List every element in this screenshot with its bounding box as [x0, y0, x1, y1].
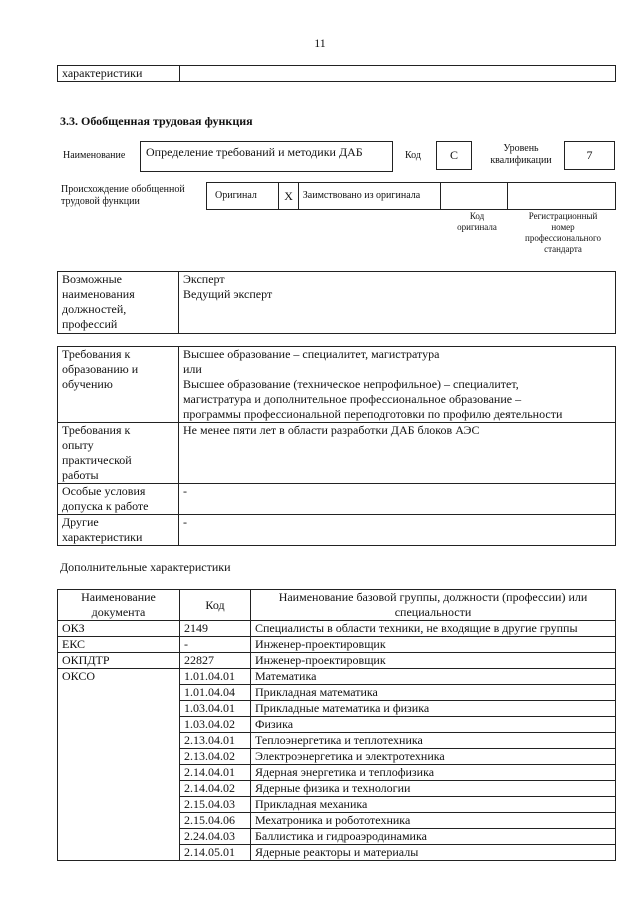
cell-name: Ядерные реакторы и материалы — [251, 845, 616, 861]
header-code: Код — [180, 590, 251, 621]
positions-label-line: наименования — [62, 287, 135, 301]
requirement-label-line: характеристики — [62, 530, 143, 544]
cell-document: ЕКС — [58, 637, 180, 653]
level-label-line-2: квалификации — [490, 155, 552, 166]
table-row — [58, 669, 616, 685]
function-name-box — [140, 141, 393, 172]
header-document-line: документа — [91, 605, 146, 619]
function-name-value: Определение требований и методики ДАБ — [146, 145, 363, 159]
requirement-label — [58, 515, 179, 546]
cell-name: Инженер-проектировщик — [251, 637, 616, 653]
reg-caption-line-3: профессионального — [525, 233, 601, 243]
requirement-value — [179, 515, 616, 546]
origin-table — [206, 182, 616, 210]
requirement-label-line: практической — [62, 453, 132, 467]
requirement-label-line: работы — [62, 468, 99, 482]
requirement-value — [179, 484, 616, 515]
requirement-value-line: Высшее образование – специалитет, магистратура — [183, 347, 440, 361]
original-mark-cell — [279, 183, 298, 210]
qualification-level-box — [564, 141, 615, 170]
requirement-value-line: или — [183, 362, 202, 376]
cell-document: ОКСО — [58, 669, 180, 861]
section-title: 3.3. Обобщенная трудовая функция — [60, 114, 253, 128]
code-original-caption — [444, 211, 510, 233]
cell-name: Теплоэнергетика и теплотехника — [251, 733, 616, 749]
cell-document: ОКЗ — [58, 621, 180, 637]
positions-label-line: Возможные — [62, 272, 122, 286]
positions-table — [57, 271, 616, 334]
cell-name: Баллистика и гидроаэродинамика — [251, 829, 616, 845]
requirement-row-education — [58, 347, 616, 423]
requirement-value — [179, 347, 616, 423]
requirement-label-line: Особые условия — [62, 484, 146, 498]
requirement-label — [58, 484, 179, 515]
additional-table-header — [58, 590, 616, 621]
cell-code: 2.24.04.03 — [180, 829, 251, 845]
cell-name: Специалисты в области техники, не входящие в другие группы — [251, 621, 616, 637]
code-label: Код — [405, 150, 421, 161]
header-document-line: Наименование — [81, 590, 156, 604]
cell-code: 2.15.04.03 — [180, 797, 251, 813]
cell-name: Ядерная энергетика и теплофизика — [251, 765, 616, 781]
registration-number-cell — [507, 183, 615, 210]
page-number: 11 — [314, 36, 326, 50]
header-name-line: специальности — [394, 605, 472, 619]
original-cell — [207, 183, 279, 210]
positions-label-line: профессий — [62, 317, 118, 331]
cell-name: Инженер-проектировщик — [251, 653, 616, 669]
cell-name: Электроэнергетика и электротехника — [251, 749, 616, 765]
level-label-line-1: Уровень — [503, 143, 539, 154]
top-row-label: характеристики — [58, 66, 180, 82]
reg-caption-line-4: стандарта — [544, 244, 582, 254]
code-caption-line-1: Код — [469, 211, 485, 221]
origin-label-line-2: трудовой функции — [61, 196, 140, 207]
cell-code: 2.15.04.06 — [180, 813, 251, 829]
cell-code: 2.14.05.01 — [180, 845, 251, 861]
cell-code: 2.13.04.02 — [180, 749, 251, 765]
code-caption-line-2: оригинала — [457, 222, 497, 232]
top-continuation-table — [57, 65, 616, 82]
additional-title: Дополнительные характеристики — [60, 560, 231, 574]
cell-name: Физика — [251, 717, 616, 733]
cell-code: 2.13.04.01 — [180, 733, 251, 749]
header-name — [251, 590, 616, 621]
requirement-label — [58, 347, 179, 423]
requirement-value-line: - — [183, 484, 187, 498]
cell-code: - — [180, 637, 251, 653]
cell-document: ОКПДТР — [58, 653, 180, 669]
positions-label — [58, 272, 179, 334]
requirement-label-line: допуска к работе — [62, 499, 149, 513]
requirement-label-line: Требования к — [62, 423, 131, 437]
requirement-value-line: программы профессиональной переподготовки по профилю деятельности — [183, 407, 563, 421]
requirement-value-line: магистратура и дополнительное профессиональное образование – — [183, 392, 522, 406]
requirement-row-other — [58, 515, 616, 546]
positions-label-line: должностей, — [62, 302, 127, 316]
reg-caption-line-1: Регистрационный — [528, 211, 598, 221]
position-item: Ведущий эксперт — [183, 287, 273, 301]
borrowed-label: Заимствовано из оригинала — [302, 190, 421, 201]
requirements-table — [57, 346, 616, 546]
requirement-label-line: Требования к — [62, 347, 131, 361]
requirement-value-line: Высшее образование (техническое непрофильное) – специалитет, — [183, 377, 519, 391]
position-item: Эксперт — [183, 272, 225, 286]
table-row — [58, 653, 616, 669]
origin-label — [61, 184, 185, 208]
cell-name: Прикладные математика и физика — [251, 701, 616, 717]
name-label: Наименование — [63, 150, 126, 161]
cell-name: Математика — [251, 669, 616, 685]
requirement-row-experience — [58, 423, 616, 484]
cell-name: Прикладная механика — [251, 797, 616, 813]
header-document — [58, 590, 180, 621]
cell-code: 1.01.04.01 — [180, 669, 251, 685]
requirement-label-line: обучению — [62, 377, 113, 391]
reg-caption-line-2: номер — [551, 222, 575, 232]
cell-code: 1.03.04.02 — [180, 717, 251, 733]
requirement-value-line: - — [183, 515, 187, 529]
cell-code: 2.14.04.01 — [180, 765, 251, 781]
table-row — [58, 621, 616, 637]
registration-caption — [512, 211, 614, 255]
cell-code: 1.01.04.04 — [180, 685, 251, 701]
origin-label-line-1: Происхождение обобщенной — [61, 184, 185, 195]
cell-name: Ядерные физика и технологии — [251, 781, 616, 797]
requirement-value — [179, 423, 616, 484]
cell-code: 1.03.04.01 — [180, 701, 251, 717]
cell-code: 22827 — [180, 653, 251, 669]
cell-code: 2.14.04.02 — [180, 781, 251, 797]
requirement-row-special-conditions — [58, 484, 616, 515]
cell-name: Прикладная математика — [251, 685, 616, 701]
qualification-level-value: 7 — [586, 148, 593, 162]
top-row-value — [180, 66, 616, 82]
borrowed-cell — [298, 183, 440, 210]
positions-values — [179, 272, 616, 334]
requirement-label-line: опыту — [62, 438, 94, 452]
function-code-box — [436, 141, 472, 170]
table-row — [58, 637, 616, 653]
requirement-value-line: Не менее пяти лет в области разработки ДАБ блоков АЭС — [183, 423, 480, 437]
header-name-line: Наименование базовой группы, должности (профессии) или — [278, 590, 588, 604]
requirement-label-line: Другие — [62, 515, 99, 529]
additional-table — [57, 589, 616, 861]
requirement-label — [58, 423, 179, 484]
cell-code: 2149 — [180, 621, 251, 637]
original-mark: X — [284, 188, 293, 203]
qualification-level-label — [480, 143, 562, 167]
function-code-value: C — [449, 148, 458, 162]
original-label: Оригинал — [215, 190, 257, 201]
cell-name: Мехатроника и робототехника — [251, 813, 616, 829]
requirement-label-line: образованию и — [62, 362, 139, 376]
original-code-cell — [440, 183, 507, 210]
